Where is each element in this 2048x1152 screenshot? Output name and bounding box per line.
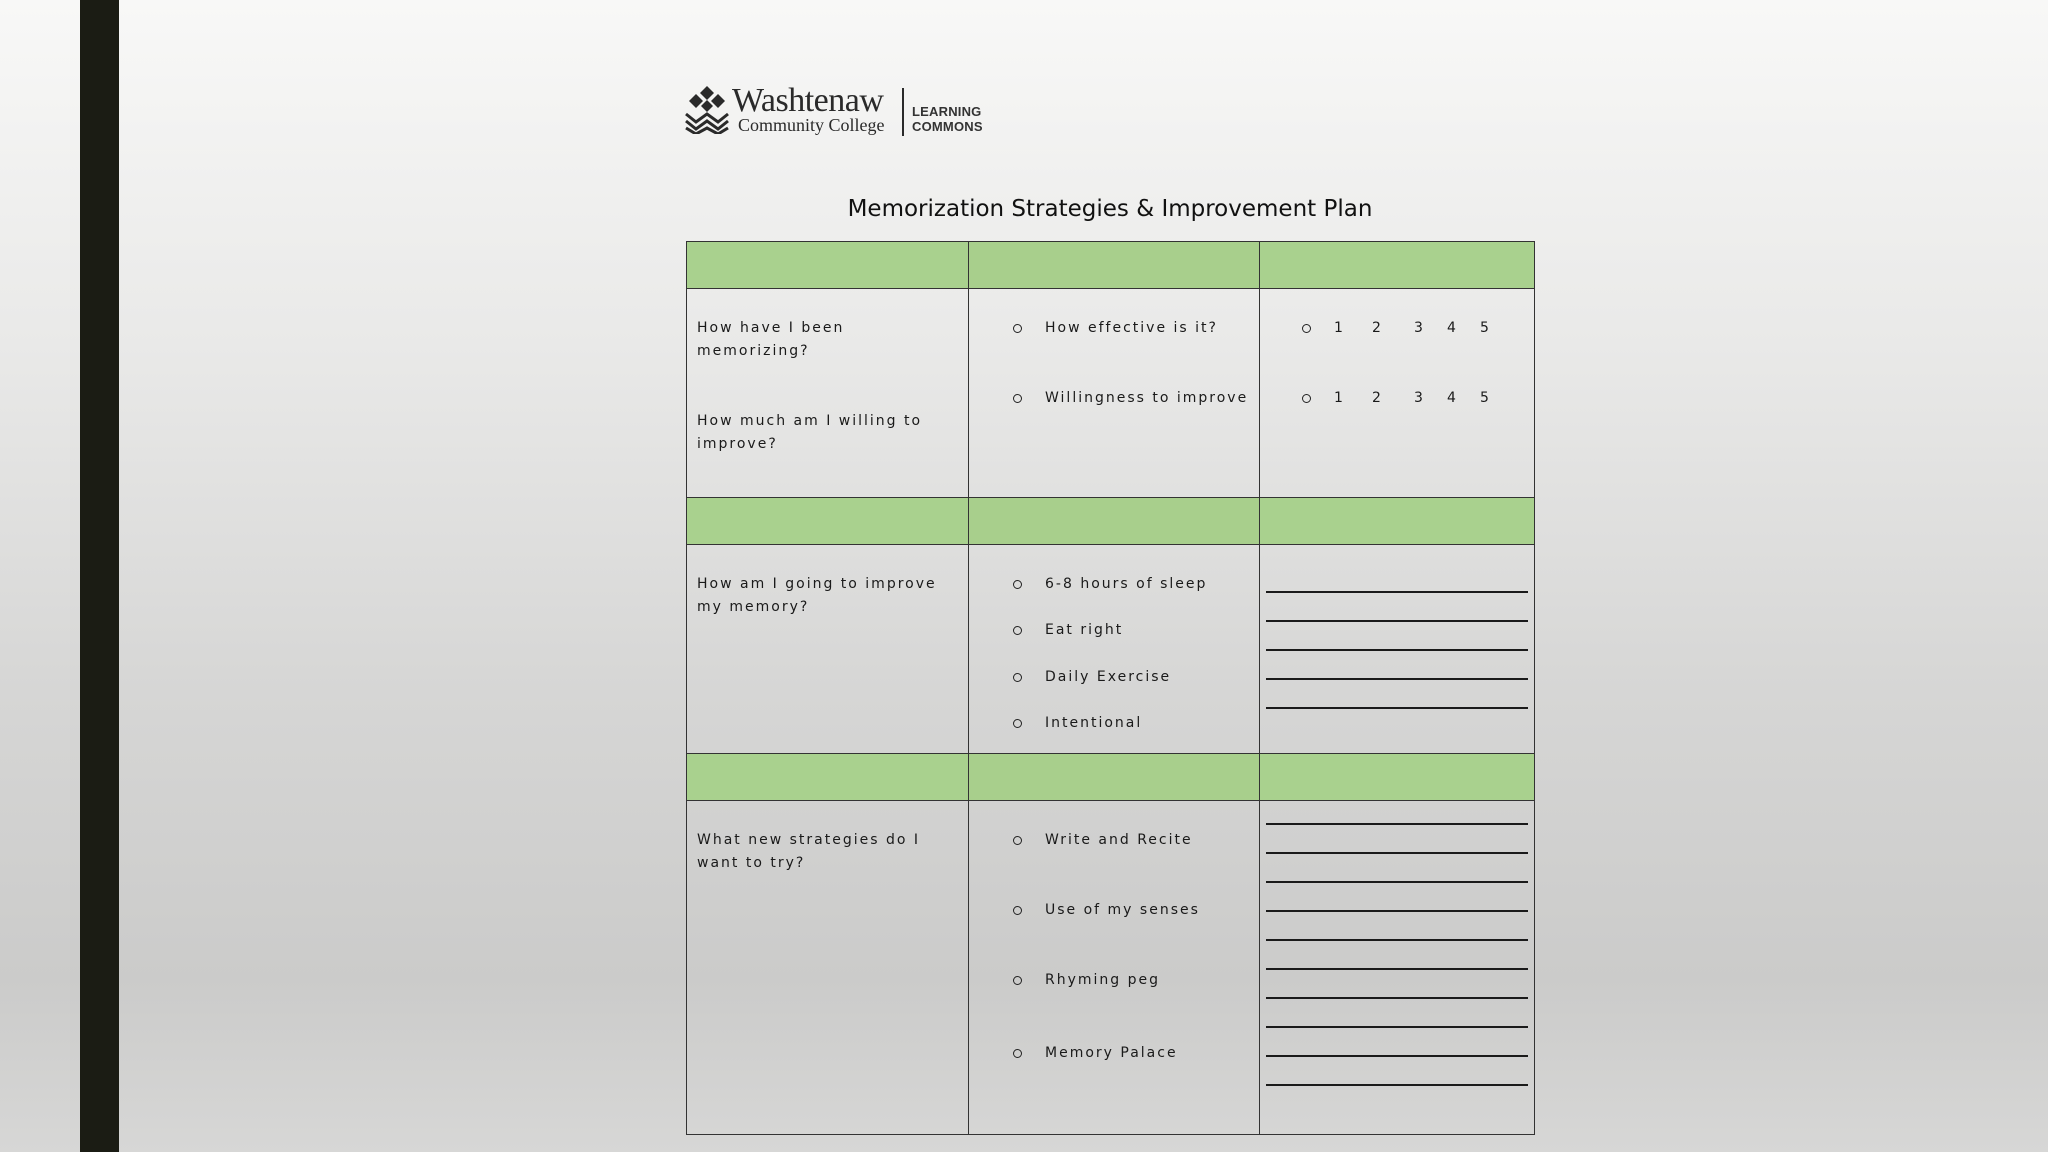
rating-value: 4 [1447,390,1458,406]
items-cell: Write and Recite Use of my senses Rhyming peg Memory Palace [969,801,1260,1135]
answer-line [1266,1055,1528,1057]
answer-line [1266,591,1528,593]
logo-name: Washtenaw [732,82,884,119]
header-cell [1260,242,1535,289]
circle-bullet-icon [1013,580,1022,589]
question-cell [687,801,969,1135]
logo-divider [902,88,904,136]
header-cell [1260,754,1535,801]
rating-value: 2 [1372,390,1383,406]
circle-bullet-icon [1013,719,1022,728]
answer-line [1266,707,1528,709]
section-1-row [687,289,1535,498]
header-cell [687,498,969,545]
rating-value: 1 [1334,320,1345,336]
circle-bullet-icon [1013,673,1022,682]
answer-line [1266,968,1528,970]
logo-unit: LEARNING COMMONS [912,104,983,134]
circle-bullet-icon [1013,394,1022,403]
section-3-header-row [687,754,1535,801]
question-text: What new strategies do I want to try? [697,832,921,871]
answer-line [1266,649,1528,651]
header-cell [687,754,969,801]
section-2-row [687,545,1535,754]
question-text: How have I been memorizing? [697,320,845,359]
circle-bullet-icon [1013,906,1022,915]
radio-option-icon[interactable] [1302,324,1311,333]
answer-line [1266,678,1528,680]
left-accent-bar [80,0,119,1152]
circle-bullet-icon [1013,626,1022,635]
answer-line [1266,881,1528,883]
circle-bullet-icon [1013,976,1022,985]
answer-lines[interactable] [1260,545,1534,753]
answer-line [1266,823,1528,825]
question-text: How am I going to improve my memory? [697,576,937,615]
rating-value: 4 [1447,320,1458,336]
circle-bullet-icon [1013,324,1022,333]
rating-value: 5 [1480,320,1491,336]
answer-line [1266,997,1528,999]
header-cell [687,242,969,289]
answer-line [1266,939,1528,941]
improvement-plan-table [686,241,1535,1135]
radio-option-icon[interactable] [1302,394,1311,403]
header-cell [969,242,1260,289]
question-text: How much am I willing to improve? [697,413,923,452]
items-cell: 6-8 hours of sleep Eat right Daily Exercise Intentional [969,545,1260,754]
answer-line [1266,1026,1528,1028]
header-cell [969,754,1260,801]
question-cell [687,545,969,754]
question-cell [687,289,969,498]
section-3-row [687,801,1535,1135]
answer-lines-cell [1260,801,1535,1135]
rating-value: 5 [1480,390,1491,406]
answer-line [1266,910,1528,912]
circle-bullet-icon [1013,836,1022,845]
answer-line [1266,1084,1528,1086]
rating-value: 2 [1372,320,1383,336]
logo-subtitle: Community College [738,115,885,135]
college-logo [684,84,1054,138]
items-cell: How effective is it? Willingness to improve [969,289,1260,498]
logo-mark-icon [684,86,730,134]
rating-value: 1 [1334,390,1345,406]
answer-lines[interactable] [1260,801,1534,1134]
header-cell [1260,498,1535,545]
answer-line [1266,852,1528,854]
page-title: Memorization Strategies & Improvement Plan [847,196,1373,222]
header-cell [969,498,1260,545]
rating-value: 3 [1414,390,1425,406]
circle-bullet-icon [1013,1049,1022,1058]
answer-lines-cell [1260,545,1535,754]
rating-value: 3 [1414,320,1425,336]
section-2-header-row [687,498,1535,545]
rating-cell [1260,289,1535,498]
answer-line [1266,620,1528,622]
section-1-header-row [687,242,1535,289]
